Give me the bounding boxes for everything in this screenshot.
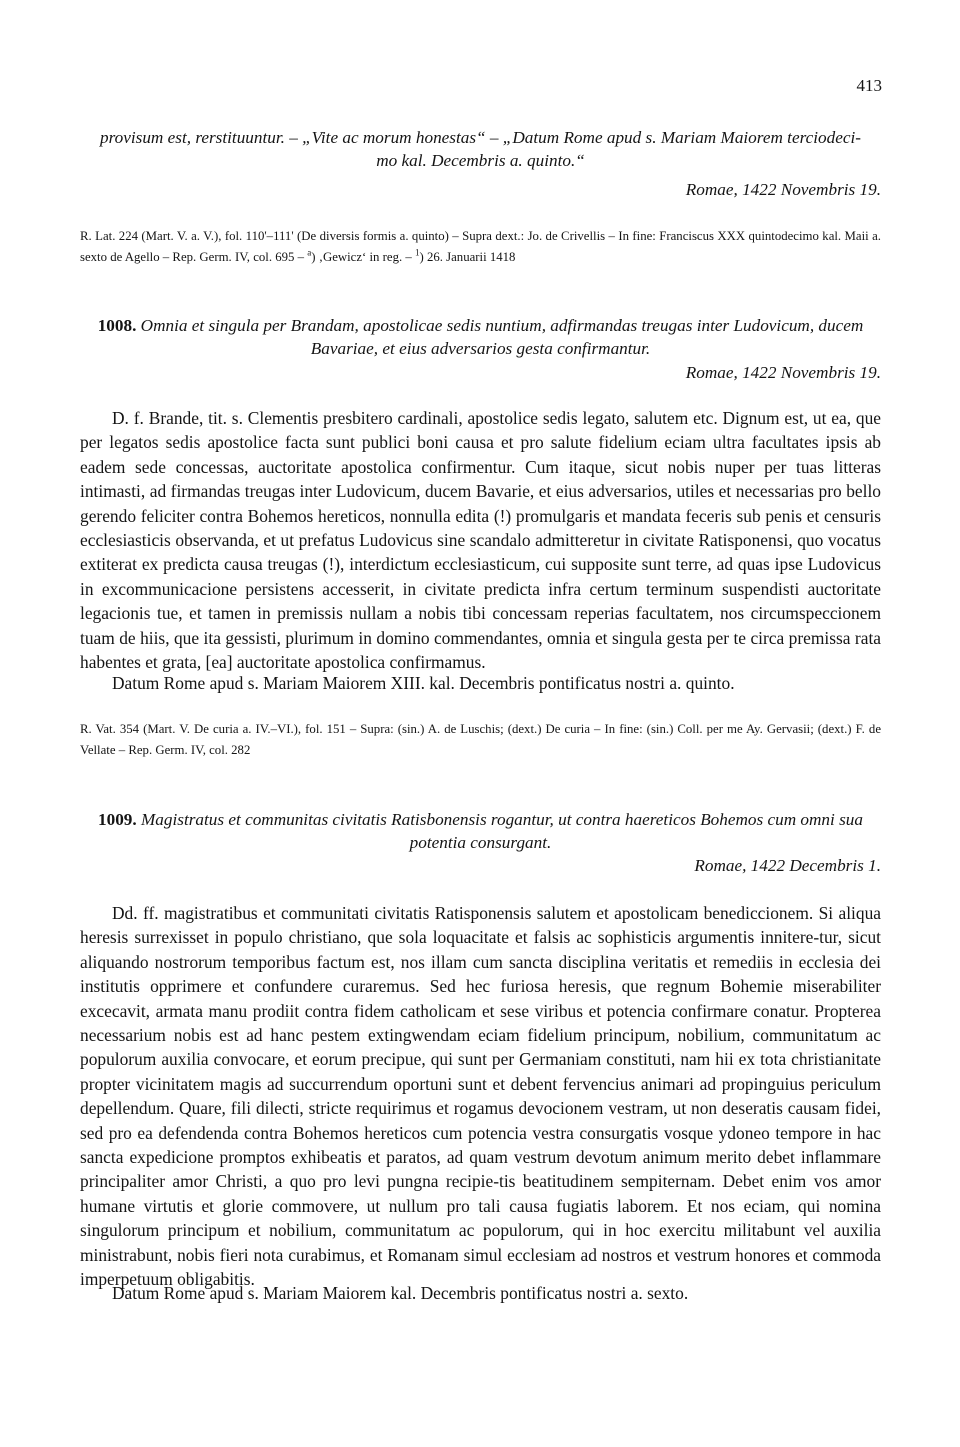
entry-1009-heading <box>80 808 881 854</box>
prev-entry-place-date: Romae, 1422 Novembris 19. <box>685 180 881 199</box>
prev-entry-text <box>80 126 881 172</box>
entry-1008-source-note: R. Vat. 354 (Mart. V. De curia a. IV.–VI.), fol. 151 – Supra: (sin.) A. de Luschis; (dext.) De curia – In fine: (sin.) Coll. per me Ay. Gervasii; (dext.) F. de Vellate – Rep. Germ. IV, col. 282 <box>80 722 881 757</box>
entry-1008-body: D. f. Brande, tit. s. Clementis presbitero cardinali, apostolice sedis legato, salutem etc. Dignum est, ut ea, que per legatos sedis apostolice facta sunt publici boni causa et pro salute fidelium eciam ultra facultates ipsis ab eadem sede concessas, auctoritate apostolica confirmentur. Cum itaque, sicut nobis nuper per tuas litteras intimasti, ad firmandas treugas inter Ludovicum, ducem Bavarie, et eius adversarios, utiles et necessarias pro bello gerendo feliciter contra Bohemos hereticos, nonnulla edita (!) promulgaris et mandata feceris sub penis et censuris ecclesiasticis observanda, et ut prefatus Ludovicus sine scandalo admitteretur in civitate Ratisponensi, quo vocatus extiterat ex predicta causa treugas (!), interdictum ecclesiasticum, cui supposite sunt terre, ad quas ipse Ludovicus in excommunicacione persistens accesserit, in civitate predicta infra certum terminum suspendisti auctoritate legacionis tue, et tamen in premissis nullam a nobis tibi concessam reperias facultatem, nos circumspeccionem tuam de hiis, que ita gessisti, plurimum in domino commendantes, omnia et singula gesta per te circa premissa rata habentes et grata, [ea] auctoritate apostolica confirmamus. <box>80 408 881 673</box>
entry-1008-summary: Omnia et singula per Brandam, apostolicae sedis nuntium, adfirmandas treugas inter Ludovicum, ducem Bavariae, et eius adversarios gesta confirmantur. <box>140 316 864 358</box>
entry-1008-place-date: Romae, 1422 Novembris 19. <box>685 363 881 382</box>
entry-1009-summary: Magistratus et communitas civitatis Ratisbonensis rogantur, ut contra haereticos Bohemos cum omni sua potentia consurgant. <box>140 810 863 852</box>
prev-entry-line-1: provisum est, rerstituuntur. – „Vite ac morum honestas“ – „Datum Rome apud s. Mariam Maiorem terciodeci- <box>100 128 861 147</box>
entry-1009-body: Dd. ff. magistratibus et communitati civitatis Ratisponensis salutem et apostolicam benediccionem. Si aliqua heresis surrexisset in populo christiano, que sola loquacitate et falsis ac sophisticis argumentis innitere-tur, sicut aliquando nostrorum temporibus factum est, nos illam cum sancta disciplina veritatis et remediis in ecclesia dei institutis opprimere et confundere curaremus. Sed hec furiosa heresis, que regnum Bohemie miserabiliter excecavit, armata manu prodiit contra fidem catholicam et sese viribus et potencia confirmare conatur. Propterea necessarium nobis est ad hanc pestem extingwendam eciam fidelium principum, nobilium, communitatum ac populorum auxilia convocare, et eorum precipue, qui sunt per Germaniam constituti, nam hii ex tota christianitate propter vicinitatem magis ad succurrendum oportuni sunt et debent fervencius animari ad propinguius periculum depellendum. Quare, fili dilecti, stricte requirimus et rogamus devocionem vestram, ut non deseratis causam fidei, sed pro ea defendenda contra Bohemos hereticos cum potencia vestra consurgatis vosque ydoneo tempore in hac sancta expedicione promptos exhibeatis et paratos, ad quam vestrum devotum animum merito debet inflammare principaliter amor Christi, a quo pro levi pungna recipie-tis beatitudinem sempiternam. Debet enim vos amor humane virtutis et glorie commovere, ut nullum pro tali causa fugiatis laborem. Et nos eciam, qui nomina singulorum principum et nobilium, communitatum ac populorum, qui in hoc exercitu militabunt vel auxilia ministrabunt, nobis fieri nota curabimus, et Romanam simul ecclesiam ad nostros et vestrum honores et commoda imperpetuum obligabitis. <box>80 903 881 1290</box>
prev-source-part-2: ) ‚Gewicz‘ in reg. – <box>311 249 415 264</box>
footnote-marker-a: a <box>307 247 312 258</box>
entry-1009-number: 1009. <box>98 810 137 829</box>
prev-source-part-1: R. Lat. 224 (Mart. V. a. V.), fol. 110'–111' (De diversis formis a. quinto) – Supra dext.: Jo. de Crivellis – In fine: Franciscus XXX quintodecimo kal. Maii a. sexto de Agello – Rep. Germ. IV, col. 695 – <box>80 229 881 264</box>
prev-entry-source-note <box>80 226 881 267</box>
prev-source-part-3: ) 26. Januarii 1418 <box>419 249 516 264</box>
entry-1009-place-date: Romae, 1422 Decembris 1. <box>694 856 881 875</box>
entry-1008-number: 1008. <box>97 316 137 335</box>
prev-entry-line-2: mo kal. Decembris a. quinto.“ <box>376 151 585 170</box>
entry-1008-heading <box>80 314 881 360</box>
entry-1009-datum: Datum Rome apud s. Mariam Maiorem kal. Decembris pontificatus nostri a. sexto. <box>112 1283 689 1303</box>
footnote-marker-1: 1 <box>414 247 420 258</box>
page-number: 413 <box>856 76 882 95</box>
entry-1008-datum: Datum Rome apud s. Mariam Maiorem XIII. kal. Decembris pontificatus nostri a. quinto. <box>112 673 735 693</box>
